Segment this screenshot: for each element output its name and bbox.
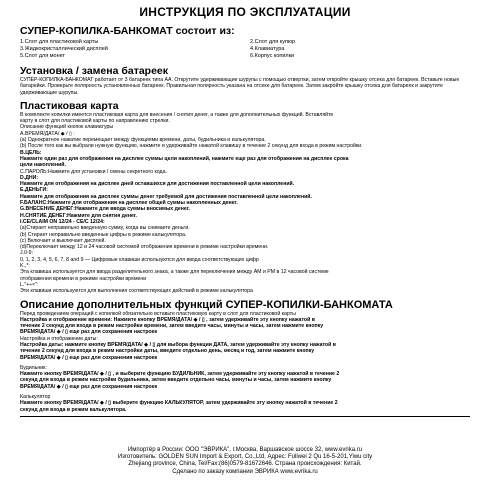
part-item: 3.Жидкокристаллический дисплей xyxy=(20,46,108,52)
text-line: (a)Стирает неправильно введенную сумму, когда вы снимаете деньги. xyxy=(20,225,190,232)
text-line: (b) Стирает неправильно введенные цифры в режиме калькулятора. xyxy=(20,231,187,238)
text-line: Нажмите для отображения на дисплее суммы денег требуемой для достижения поставленной цели накоплений. xyxy=(20,193,312,200)
text-line: секунд для входа в режим калькулятора. xyxy=(20,406,127,413)
text-line: Настройка даты: нажмите кнопку ВРЕМЯ/ДАТА/ ◆ / ▯ для выбора функции ДАТА, затем удерживайте эту кнопку нажатой в xyxy=(20,341,336,348)
text-line: Эти клавиши используются для выполнения соответствующих действий в режиме калькулятора xyxy=(20,288,253,295)
text-line: K.,*: xyxy=(20,263,30,270)
text-line: ВРЕМЯ/ДАТА/ ◆ / ▯ еще раз для сохранения настроек xyxy=(20,354,158,361)
text-line: ВРЕМЯ/ДАТА/ ◆ / ▯ еще раз для сохранения настроек xyxy=(20,329,158,336)
text-line: Нажмите один раз для отображения на дисплее суммы цели накоплений, нажмите еще раз для отображения на дисплее срока xyxy=(20,155,349,162)
footer xyxy=(20,447,470,476)
text-line: цели накоплений. xyxy=(20,162,66,169)
text-line: Нажмите кнопку ВРЕМЯ/ДАТА/ ◆ / ▯ , и выберите функцию БУДИЛЬНИК, затем удерживайте эту кнопку нажатой в течение 2 xyxy=(20,371,340,378)
text-line: Настройка и отображение даты: xyxy=(20,335,98,342)
text-line: течение 2 секунд для входа в режим настройки времени, затем введите часы, минуты и часы, затем нажмите кнопку xyxy=(20,323,324,330)
text-line: отображения времени в режиме настройки времени xyxy=(20,275,147,282)
text-line: (d)Переключает между 12 и 24 часовой системой отображения времени в режиме настройки времени. xyxy=(20,244,269,251)
battery-header: Установка / замена батареек xyxy=(20,65,169,77)
extra-functions-header: Описание дополнительных функций СУПЕР-КОПИЛКИ-БАНКОМАТА xyxy=(20,298,393,311)
part-item: 2.Слот для купюр xyxy=(250,39,296,45)
text-line: Перед проведением операций с копилкой обязательно вставьте пластиковую карту в слот для пластиковой карты xyxy=(20,310,296,317)
text-line: Калькулятор xyxy=(20,394,51,401)
card-header: Пластиковая карта xyxy=(20,99,119,112)
text-line: С.ПАРОЛЬ:Нажмите для установки / смены секретного кода. xyxy=(20,168,167,175)
text-line: I.CE/CLAIM ON 12/24 - CE/C 12/24: xyxy=(20,218,105,225)
text-line: H.СНЯТИЕ ДЕНЕГ:Нажмите для снятия денег. xyxy=(20,212,137,219)
text-line: A.ВРЕМЯ/ДАТА/ ◆ / ▯ : xyxy=(20,130,75,137)
text-line: Нажмите кнопку ВРЕМЯ/ДАТА/ ◆ / ▯ выберите функцию КАЛЬКУЛЯТОР, затем удерживайте эту кнопку нажатой в течение 2 xyxy=(20,400,338,407)
text-line: Нажмите для отображения на дисплее дней оставшихся для достижения поставленной цели накоплений. xyxy=(20,181,295,188)
text-line: 0, 1, 2, 3, 4, 5, 6, 7, 8 and 9 — Цифровые клавиши используются для ввода соответствующих цифр xyxy=(20,256,259,263)
card-section xyxy=(20,112,470,295)
text-line: L."+÷×": xyxy=(20,281,39,288)
text-line: течение 2 секунд для входа в режим настройки даты, введите отдельно день, месяц и год, затем нажмите кнопку xyxy=(20,348,315,355)
text-line: F.БАЛАНС:Нажмите для отображения на дисплее общей суммы накопленных денег. xyxy=(20,200,238,207)
part-item: 6.Корпус копилки xyxy=(250,53,295,59)
text-line: (с) Включает и выключает дисплей. xyxy=(20,237,106,244)
text-line: D.ДНИ: xyxy=(20,174,39,181)
extra-functions-section xyxy=(20,311,470,413)
parts-header: СУПЕР-КОПИЛКА-БАНКОМАТ состоит из: xyxy=(20,25,235,37)
footer-line: Изготовитель: GOLDEN SUN Import & Export, Co.,Ltd, Адрес: Fuliwei 2 Qu 16-5-201,Yiwu city xyxy=(117,454,373,461)
text-line: G.ВНЕСЕНИЕ ДЕНЕГ:Нажмите для ввода суммы вносимых денег. xyxy=(20,206,190,213)
part-item: 5.Слот для монет xyxy=(20,53,66,59)
text-line: (a) Однократное нажатие перемещает между функциями времени, даты, будильника и калькулятора. xyxy=(20,137,266,144)
text-line: J.0-9: xyxy=(20,250,33,257)
footer-line: Сделано по заказу компании ЭВРИКА www.evrika.ru xyxy=(172,468,318,475)
text-line: ВРЕМЯ/ДАТА/ ◆ / ▯ еще раз для сохранения настроек xyxy=(20,383,158,390)
text-line: Е.ДЕНЬГИ: xyxy=(20,187,48,194)
footer-divider xyxy=(20,416,470,417)
text-line: В комплекте копилки имеется пластиковая карта для внесения / снятия денег, а также для дополнительных функций. Вставляйте xyxy=(20,111,334,118)
text-line: В.ЦЕЛЬ: xyxy=(20,149,42,156)
text-line: Описание функций кнопок клавиатуры xyxy=(20,124,114,131)
footer-line: Zhejiang province, China, Tel/Fax:(86)0579-81672646. Страна происхождения: Китай. xyxy=(128,461,362,468)
part-item: 1.Слот для пластиковой карты xyxy=(20,39,99,45)
parts-list xyxy=(20,39,470,60)
page-title: ИНСТРУКЦИЯ ПО ЭКСПЛУАТАЦИИ xyxy=(139,5,351,19)
text-line: (b) После того как вы выбрали нужную функцию, нажмите и удерживайте нажатой клавишу в течение 2 секунд для входа в режим настройки. xyxy=(20,143,363,150)
battery-text: СУПЕР-КОПИЛКА-БАНКОМАТ работает от 3 батареек типа АА. Открутите удерживающие шурупы с помощью отвертки, затем откройте крышку отсека для батареек. Вставьте новые батарейки. Проверьте полярность установленных батареек. Правильная полярность указана на отсеке для батареек. Затем закройте крышку отсека для батареек и закрутите удерживающие шурупы. xyxy=(20,77,460,96)
text-line: Будильник: xyxy=(20,364,47,371)
text-line: Эта клавиша используется для ввода разделительного знака, а также для переключения между AM и PM в 12 часовой системе xyxy=(20,269,329,276)
footer-line: Импортёр в России: ООО "ЭВРИКА", г.Москва, Варшавское шоссе 32, www.evrika.ru xyxy=(127,447,363,453)
part-item: 4.Клавиатура xyxy=(250,46,285,52)
text-line: Настройка и отображение времени: Нажмите кнопку ВРЕМЯ/ДАТА/ ◆ / ▯ , затем удерживайте эту кнопку нажатой в xyxy=(20,316,315,323)
text-line: секунд для входа в режим настройки будильника, затем введите отдельно часы, минуты и часы, затем нажмите кнопку xyxy=(20,377,332,384)
text-line: карту в слот для пластиковой карты по направлению стрелки. xyxy=(20,118,170,125)
